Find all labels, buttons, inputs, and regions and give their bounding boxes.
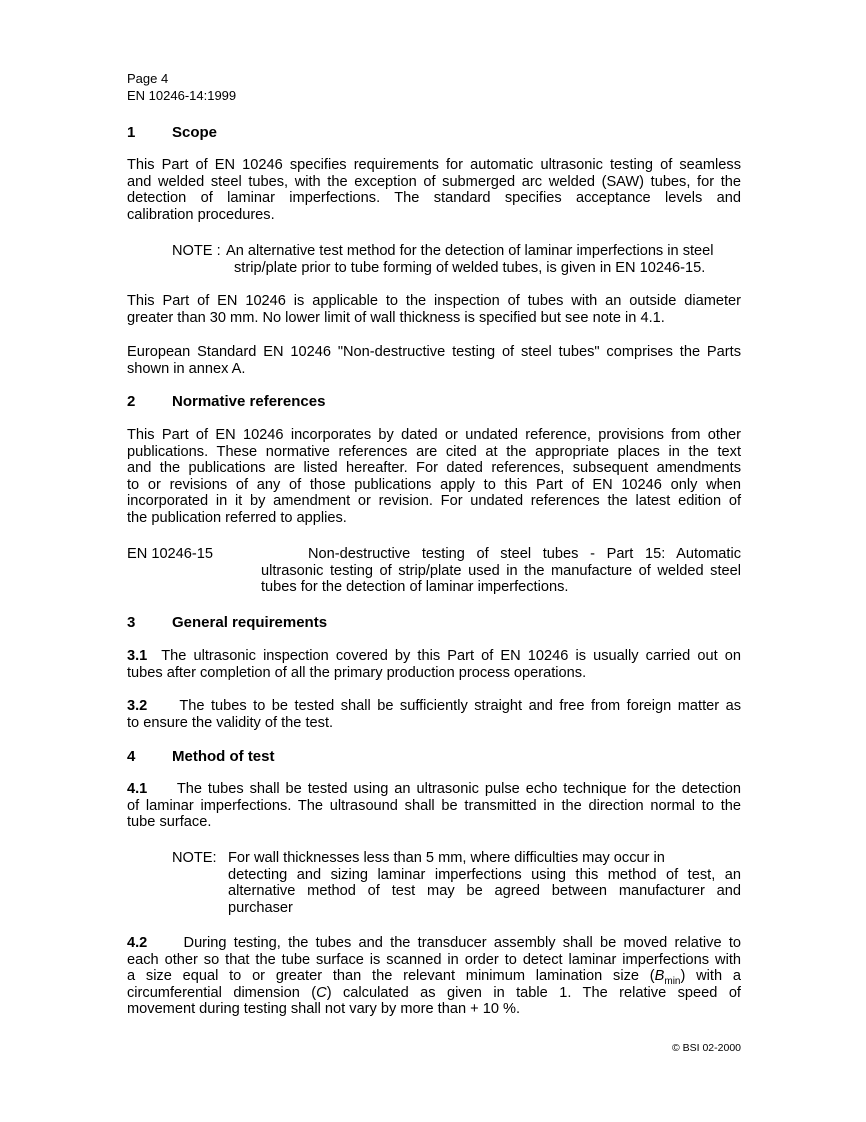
section-3-heading: 3 General requirements xyxy=(127,614,328,631)
clause-3-2: 3.2 The tubes to be tested shall be sufficiently straight and free from foreign matter as to ensure the validity of the test. xyxy=(127,698,741,731)
section-2-paragraph: This Part of EN 10246 incorporates by dated or undated reference, provisions from other publications. These normative references are cited at the appropriate places in the text and the publications are listed hereafter. For dated references, subsequent amendments to or revisions of any of those publications apply to this Part of EN 10246 only when incorporated in it by amendment or revision. For undated references the latest edition of the publication referred to applies. xyxy=(127,427,741,526)
clause-3-1: 3.1 The ultrasonic inspection covered by this Part of EN 10246 is usually carried out on tubes after completion of all the primary production process operations. xyxy=(127,648,741,681)
clause-4-2: 4.2 During testing, the tubes and the transducer assembly shall be moved relative to each other so that the tube surface is scanned in order to detect laminar imperfections with a size equal to or greater than the relevant minimum lamination size $(B_{min})$ with a circumferential dimension (C) calculated as given in table 1. The relative speed of movement during testing shall not vary by more than + 10 %. xyxy=(127,935,741,1018)
section-1-heading: 1 Scope xyxy=(127,124,218,141)
copyright-footer: © BSI 02-2000 xyxy=(671,1042,741,1054)
page-number: Page 4 xyxy=(127,71,169,86)
standard-id: EN 10246-14:1999 xyxy=(127,88,237,103)
reference-title: Non-destructive testing of steel tubes - Part 15: Automatic ultrasonic testing of strip/plate used in the manufacture of welded steel tubes for the detection of laminar imperfections. xyxy=(261,546,741,596)
section-2-heading: 2 Normative references xyxy=(127,393,326,410)
section-1-paragraph-3: European Standard EN 10246 "Non-destructive testing of steel tubes" comprises the Parts shown in annex A. xyxy=(127,344,741,377)
reference-id: EN 10246-15 xyxy=(127,546,214,562)
section-1-paragraph-1: This Part of EN 10246 specifies requirements for automatic ultrasonic testing of seamless and welded steel tubes, with the exception of submerged arc welded (SAW) tubes, for the detection of laminar imperfections. The standard specifies acceptance levels and calibration procedures. xyxy=(127,157,741,223)
section-1-paragraph-2: This Part of EN 10246 is applicable to the inspection of tubes with an outside diameter greater than 30 mm. No lower limit of wall thickness is specified but see note in 4.1. xyxy=(127,293,741,326)
section-1-note: NOTE : An alternative test method for the detection of laminar imperfections in steel strip/plate prior to tube forming of welded tubes, is given in EN 10246-15. xyxy=(172,243,714,276)
section-4-note: NOTE: For wall thicknesses less than 5 mm, where difficulties may occur in detecting and sizing laminar imperfections using this method of test, an alternative method of test may be agreed between manufacturer and purchaser xyxy=(172,850,741,916)
clause-4-1: 4.1 The tubes shall be tested using an ultrasonic pulse echo technique for the detection of laminar imperfections. The ultrasound shall be transmitted in the direction normal to the tube surface. xyxy=(127,781,742,831)
section-4-heading: 4 Method of test xyxy=(127,748,275,765)
page-header xyxy=(127,70,236,104)
